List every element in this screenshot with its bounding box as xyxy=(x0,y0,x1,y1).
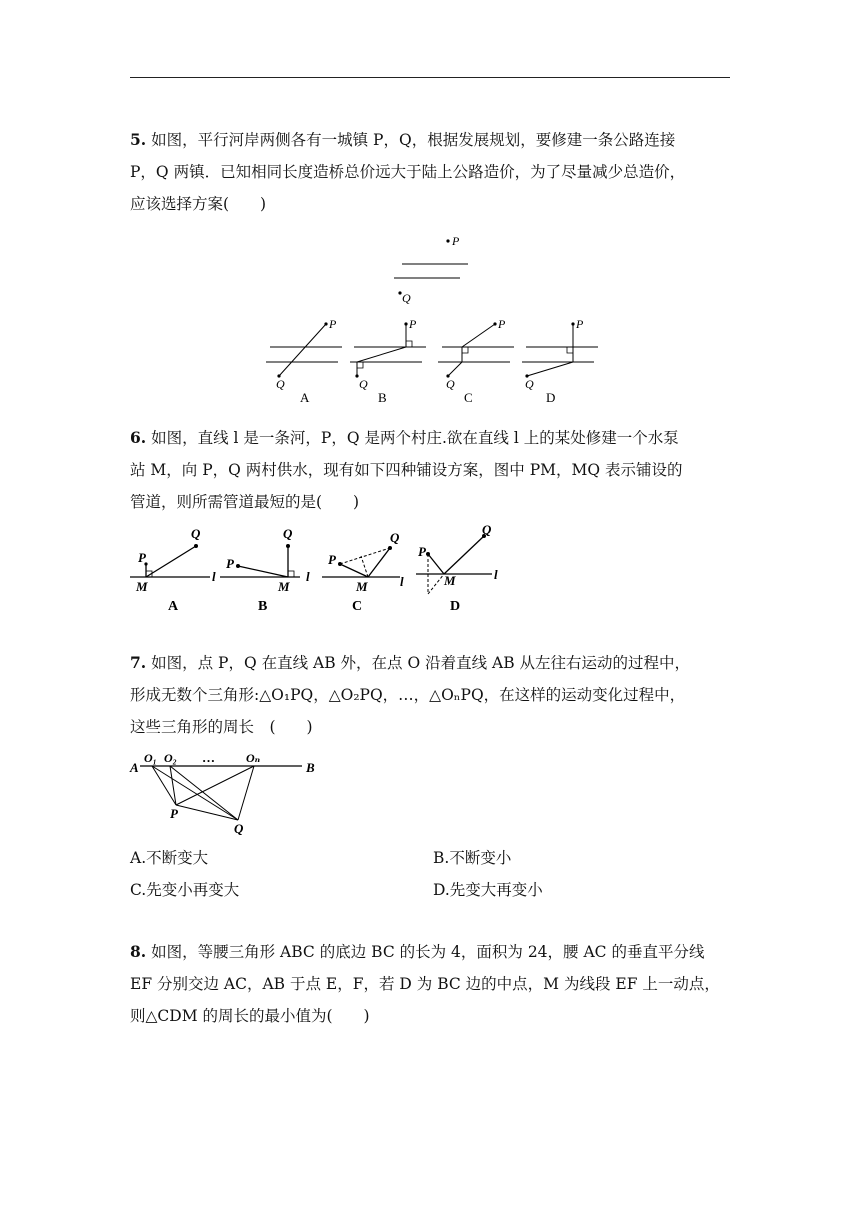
label-o2: O₂ xyxy=(164,751,177,765)
label-p: P xyxy=(170,806,178,821)
question-text: 如图，点 P，Q 在直线 AB 外，在点 O 沿着直线 AB 从左往右运动的过程中， xyxy=(151,654,691,672)
question-number: 8. xyxy=(130,942,147,961)
label-p: P xyxy=(498,317,506,331)
option-label: A xyxy=(300,390,310,405)
q5-options-figure xyxy=(262,312,602,407)
question-7 xyxy=(130,647,730,743)
label-m: M xyxy=(136,579,148,594)
label-o1: O₁ xyxy=(144,751,157,765)
label-l: l xyxy=(494,567,498,582)
question-text: 形成无数个三角形:△O₁PQ，△O₂PQ，…，△OₙPQ，在这样的运动变化过程中， xyxy=(130,686,686,704)
q5-option-b-diagram xyxy=(350,317,426,405)
question-number: 5. xyxy=(130,130,147,149)
option-label: D xyxy=(450,599,461,614)
question-text: 应该选择方案( ) xyxy=(130,195,267,213)
label-p: P xyxy=(576,317,584,331)
q6-options-figure xyxy=(128,524,508,616)
label-q: Q xyxy=(234,821,244,836)
question-text: 如图，等腰三角形 ABC 的底边 BC 的长为 4，面积为 24，腰 AC 的垂直平分线 xyxy=(151,943,705,961)
q5-option-a-diagram xyxy=(266,317,342,405)
question-text: 如图，直线 l 是一条河，P，Q 是两个村庄.欲在直线 l 上的某处修建一个水泵 xyxy=(151,429,679,447)
option-label: B xyxy=(258,599,268,614)
question-6 xyxy=(130,422,730,518)
question-number: 7. xyxy=(130,653,147,672)
q6-option-c-diagram xyxy=(322,530,404,614)
question-5 xyxy=(130,124,730,220)
label-q: Q xyxy=(482,522,492,537)
choice-a[interactable]: A.不断变大 xyxy=(130,849,209,867)
question-text: 如图，平行河岸两侧各有一城镇 P，Q，根据发展规划，要修建一条公路连接 xyxy=(151,131,676,149)
question-text: 管道，则所需管道最短的是( ) xyxy=(130,493,360,511)
question-text: P，Q 两镇．已知相同长度造桥总价远大于陆上公路造价，为了尽量减少总造价， xyxy=(130,163,686,181)
option-label: C xyxy=(352,599,363,614)
label-b: B xyxy=(306,760,315,775)
label-q: Q xyxy=(359,377,368,391)
label-p: P xyxy=(418,544,426,559)
question-text: 站 M，向 P，Q 两村供水，现有如下四种铺设方案，图中 PM，MQ 表示铺设的 xyxy=(130,461,683,479)
question-text: 这些三角形的周长 ( ) xyxy=(130,718,313,736)
label-p: P xyxy=(328,552,336,567)
label-q: Q xyxy=(191,526,201,541)
label-l: l xyxy=(400,574,404,589)
label-p: P xyxy=(226,556,234,571)
q7-figure xyxy=(128,748,328,836)
question-text: EF 分别交边 AC，AB 于点 E，F，若 D 为 BC 边的中点，M 为线段 EF 上一动点， xyxy=(130,975,720,993)
q6-option-d-diagram xyxy=(416,522,498,614)
question-8 xyxy=(130,936,730,1032)
label-l: l xyxy=(212,569,216,584)
header-rule xyxy=(130,77,730,78)
label-q: Q xyxy=(276,377,285,391)
label-l: l xyxy=(306,569,310,584)
option-label: C xyxy=(464,390,473,405)
label-m: M xyxy=(278,579,290,594)
label-p: P xyxy=(138,550,146,565)
label-q: Q xyxy=(390,530,400,545)
q6-option-b-diagram xyxy=(220,526,310,614)
q6-option-a-diagram xyxy=(130,526,216,614)
label-dots: … xyxy=(202,750,215,765)
label-q: Q xyxy=(446,377,455,391)
q5-option-c-diagram xyxy=(438,317,514,405)
choice-d[interactable]: D.先变大再变小 xyxy=(433,881,543,899)
choice-c[interactable]: C.先变小再变大 xyxy=(130,881,240,899)
label-q: Q xyxy=(283,526,293,541)
q5-river-figure xyxy=(390,230,480,305)
label-p: P xyxy=(329,317,337,331)
choice-b[interactable]: B.不断变小 xyxy=(433,849,512,867)
label-q: Q xyxy=(525,377,534,391)
q5-option-d-diagram xyxy=(522,317,598,405)
label-p: P xyxy=(452,234,460,248)
question-text: 则△CDM 的周长的最小值为( ) xyxy=(130,1007,370,1025)
label-on: Oₙ xyxy=(246,751,261,765)
label-p: P xyxy=(409,317,417,331)
question-number: 6. xyxy=(130,428,147,447)
label-m: M xyxy=(444,573,456,588)
label-m: M xyxy=(356,579,368,594)
label-q: Q xyxy=(402,291,411,305)
option-label: D xyxy=(546,390,556,405)
option-label: B xyxy=(378,390,387,405)
label-a: A xyxy=(130,760,139,775)
option-label: A xyxy=(168,599,179,614)
